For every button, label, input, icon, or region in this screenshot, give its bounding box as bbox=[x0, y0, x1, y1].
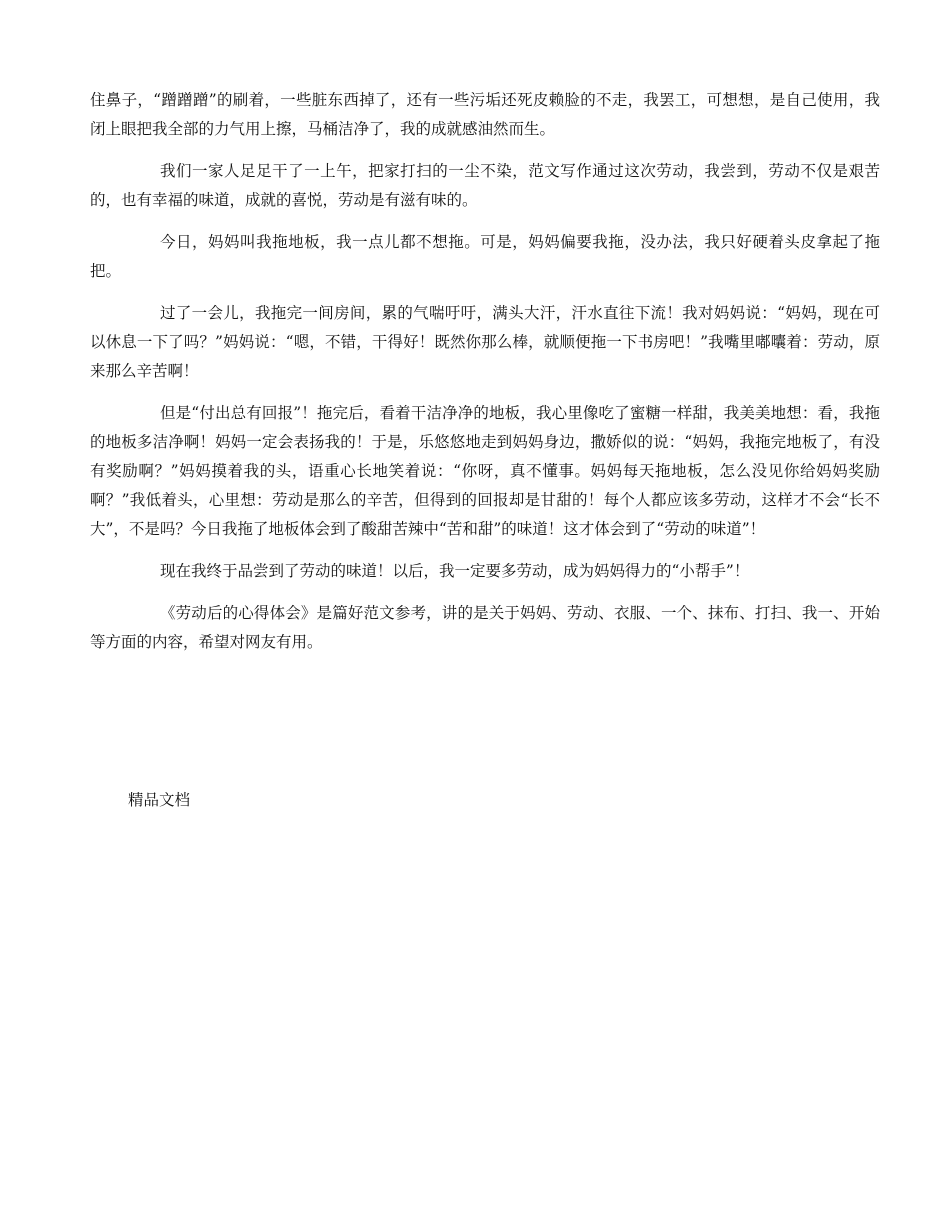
paragraph-4: 过了一会儿，我拖完一间房间，累的气喘吁吁，满头大汗，汗水直往下流！我对妈妈说：“妈妈，现在可以休息一下了吗？”妈妈说：“嗯，不错，干得好！既然你那么棒，就顺便拖一下书房吧！”我嘴里嘟囔着：劳动，原来那么辛苦啊！ bbox=[90, 304, 880, 380]
essay-body bbox=[90, 86, 880, 670]
paragraph-6: 现在我终于品尝到了劳动的味道！以后，我一定要多劳动，成为妈妈得力的“小帮手”！ bbox=[160, 562, 750, 580]
paragraph-7: 《劳动后的心得体会》是篇好范文参考，讲的是关于妈妈、劳动、衣服、一个、抹布、打扫、我一、开始等方面的内容，希望对网友有用。 bbox=[90, 604, 880, 651]
footer-label: 精品文档 bbox=[128, 791, 191, 809]
paragraph-2: 我们一家人足足干了一上午，把家打扫的一尘不染，范文写作通过这次劳动，我尝到，劳动不仅是艰苦的，也有幸福的味道，成就的喜悦，劳动是有滋有味的。 bbox=[90, 162, 880, 209]
paragraph-5: 但是“付出总有回报”！拖完后，看着干洁净净的地板，我心里像吃了蜜糖一样甜，我美美地想：看，我拖的地板多洁净啊！妈妈一定会表扬我的！于是，乐悠悠地走到妈妈身边，撒娇似的说：“妈妈，我拖完地板了，有没有奖励啊？”妈妈摸着我的头，语重心长地笑着说：“你呀，真不懂事。妈妈每天拖地板，怎么没见你给妈妈奖励啊？”我低着头，心里想：劳动是那么的辛苦，但得到的回报却是甘甜的！每个人都应该多劳动，这样才不会“长不大”，不是吗？今日我拖了地板体会到了酸甜苦辣中“苦和甜”的味道！这才体会到了“劳动的味道”！ bbox=[90, 404, 880, 538]
paragraph-1: 住鼻子，“蹭蹭蹭”的刷着，一些脏东西掉了，还有一些污垢还死皮赖脸的不走，我罢工，可想想，是自己使用，我闭上眼把我全部的力气用上擦，马桶洁净了，我的成就感油然而生。 bbox=[90, 91, 880, 138]
paragraph-3: 今日，妈妈叫我拖地板，我一点儿都不想拖。可是，妈妈偏要我拖，没办法，我只好硬着头皮拿起了拖把。 bbox=[90, 233, 880, 280]
